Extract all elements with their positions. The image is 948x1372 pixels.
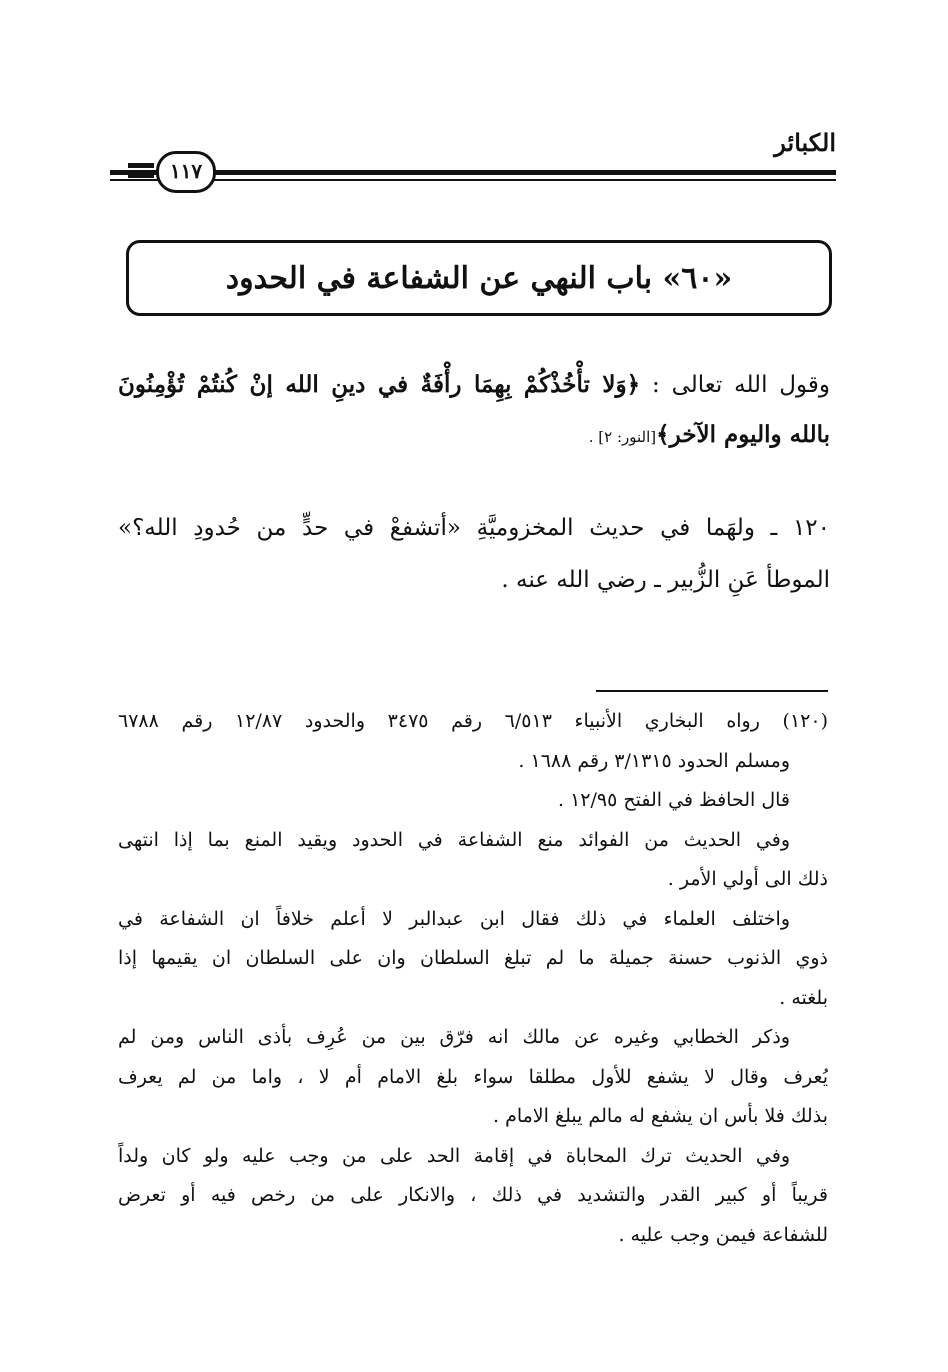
chapter-title: «٦٠» باب النهي عن الشفاعة في الحدود	[225, 260, 733, 296]
footnote-line: وفي الحديث من الفوائد منع الشفاعة في الحدود ويقيد المنع بما إذا انتهى	[118, 828, 790, 851]
page-number-ornament	[128, 163, 154, 168]
page-number-ornament	[128, 173, 154, 178]
quran-verse-end: بالله واليوم الآخر﴾	[656, 421, 830, 448]
footnote-line: وفي الحديث ترك المحاباة في إقامة الحد على من وجب عليه ولو كان ولداً	[118, 1144, 790, 1167]
page-number: ١١٧	[156, 151, 216, 193]
hadith-line-1: ١٢٠ ـ ولهَما في حديث المخزوميَّةِ «أتشفعْ في حدٍّ من حُدودِ الله؟»	[118, 515, 830, 541]
header-rule-thick	[110, 170, 836, 175]
verse-line-2	[118, 410, 830, 462]
footnote-line: (١٢٠) رواه البخاري الأنبياء ٦/٥١٣ رقم ٣٤٧٥ والحدود ١٢/٨٧ رقم ٦٧٨٨	[118, 710, 828, 732]
quran-verse: ﴿وَلا تأْخُذْكُمْ بِهِمَا رأْفَةٌ في دينِ الله إنْ كُنتُمْ تُؤْمِنُونَ	[118, 371, 641, 398]
footnote-line: للشفاعة فيمن وجب عليه .	[618, 1223, 828, 1246]
footnote-line: يُعرف وقال لا يشفع للأول مطلقا سواء بلغ الامام أم لا ، واما من لم يعرف	[118, 1065, 828, 1088]
running-header-title: الكبائر	[774, 128, 836, 157]
footnote-line: واختلف العلماء في ذلك فقال ابن عبدالبر لا أعلم خلافاً ان الشفاعة في	[118, 907, 790, 930]
chapter-heading-box	[126, 240, 832, 316]
verse-intro: وقول الله تعالى :	[640, 372, 830, 398]
footnote-line: وذكر الخطابي وغيره عن مالك انه فرّق بين من عُرِف بأذى الناس ومن لم	[118, 1026, 790, 1048]
footnote-line: ومسلم الحدود ٣/١٣١٥ رقم ١٦٨٨ .	[518, 749, 790, 772]
footnotes	[118, 702, 828, 1255]
footnote-line: قريباً أو كبير القدر والتشديد في ذلك ، والانكار على من رخص فيه أو تعرض	[118, 1184, 828, 1206]
verse-source: [النور: ٢] .	[588, 428, 657, 446]
footnote-line: بلغته .	[779, 986, 828, 1009]
footnote-line: ذلك الى أولي الأمر .	[667, 868, 828, 890]
footnote-line: قال الحافظ في الفتح ١٢/٩٥ .	[558, 789, 790, 811]
footnote-line: بذلك فلا بأس ان يشفع له مالم يبلغ الامام .	[493, 1105, 828, 1127]
footnote-line: ذوي الذنوب حسنة جميلة ما لم تبلغ السلطان وان على السلطان ان يقيمها إذا	[118, 947, 828, 969]
verse-paragraph	[118, 360, 830, 462]
hadith-paragraph	[118, 502, 830, 606]
verse-line-1	[118, 360, 830, 410]
footnote-separator	[596, 690, 828, 692]
hadith-line-2: الموطأ عَنِ الزُّبير ـ رضي الله عنه .	[501, 567, 830, 593]
header-rule-thin	[110, 179, 836, 181]
